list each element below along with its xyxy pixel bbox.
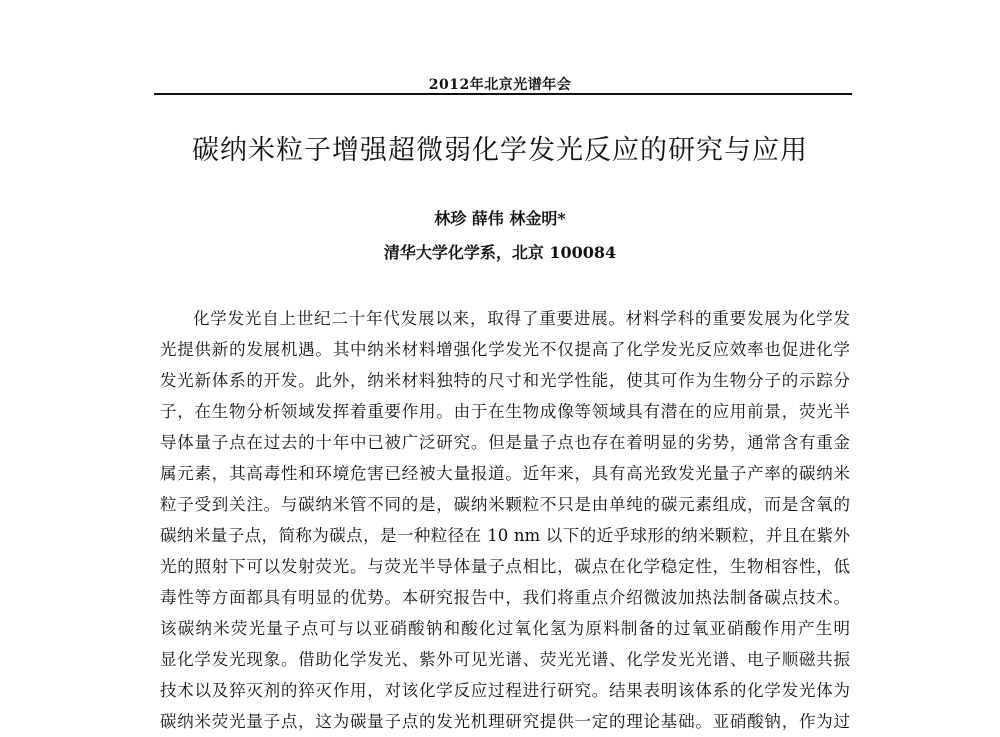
body-line: 粒子受到关注。与碳纳米管不同的是，碳纳米颗粒不只是由单纯的碳元素组成，而是含氧的 [160,495,850,514]
author-list: 林珍 薛伟 林金明* [434,209,566,228]
header-rule [154,93,852,95]
body-line: 化学发光自上世纪二十年代发展以来，取得了重要进展。材料学科的重要发展为化学发 [193,309,850,328]
body-line: 碳纳米量子点，简称为碳点，是一种粒径在 10 nm 以下的近乎球形的纳米颗粒，并且在紫外 [160,526,850,545]
running-header: 2012年北京光谱年会 [428,77,572,93]
affiliation: 清华大学化学系，北京 100084 [383,243,617,262]
body-line: 属元素，其高毒性和环境危害已经被大量报道。近年来，具有高光致发光量子产率的碳纳米 [160,464,850,483]
body-line: 碳纳米荧光量子点，这为碳量子点的发光机理研究提供一定的理论基础。亚硝酸钠，作为过 [160,712,850,731]
body-line: 显化学发光现象。借助化学发光、紫外可见光谱、荧光光谱、化学发光光谱、电子顺磁共振 [160,650,850,669]
body-line: 光的照射下可以发射荧光。与荧光半导体量子点相比，碳点在化学稳定性，生物相容性，低 [160,557,850,576]
body-line: 光提供新的发展机遇。其中纳米材料增强化学发光不仅提高了化学发光反应效率也促进化学 [160,340,850,359]
body-line: 子，在生物分析领域发挥着重要作用。由于在生物成像等领域具有潜在的应用前景，荧光半 [160,402,850,421]
paper-title: 碳纳米粒子增强超微弱化学发光反应的研究与应用 [192,135,808,166]
body-line: 发光新体系的开发。此外，纳米材料独特的尺寸和光学性能，使其可作为生物分子的示踪分 [160,371,850,390]
body-line: 技术以及猝灭剂的猝灭作用，对该化学反应过程进行研究。结果表明该体系的化学发光体为 [160,681,850,700]
body-line: 该碳纳米荧光量子点可与以亚硝酸钠和酸化过氧化氢为原料制备的过氧亚硝酸作用产生明 [160,619,850,638]
body-line: 毒性等方面都具有明显的优势。本研究报告中，我们将重点介绍微波加热法制备碳点技术。 [160,588,850,607]
abstract-body [160,303,850,737]
body-line: 导体量子点在过去的十年中已被广泛研究。但是量子点也存在着明显的劣势，通常含有重金 [160,433,850,452]
